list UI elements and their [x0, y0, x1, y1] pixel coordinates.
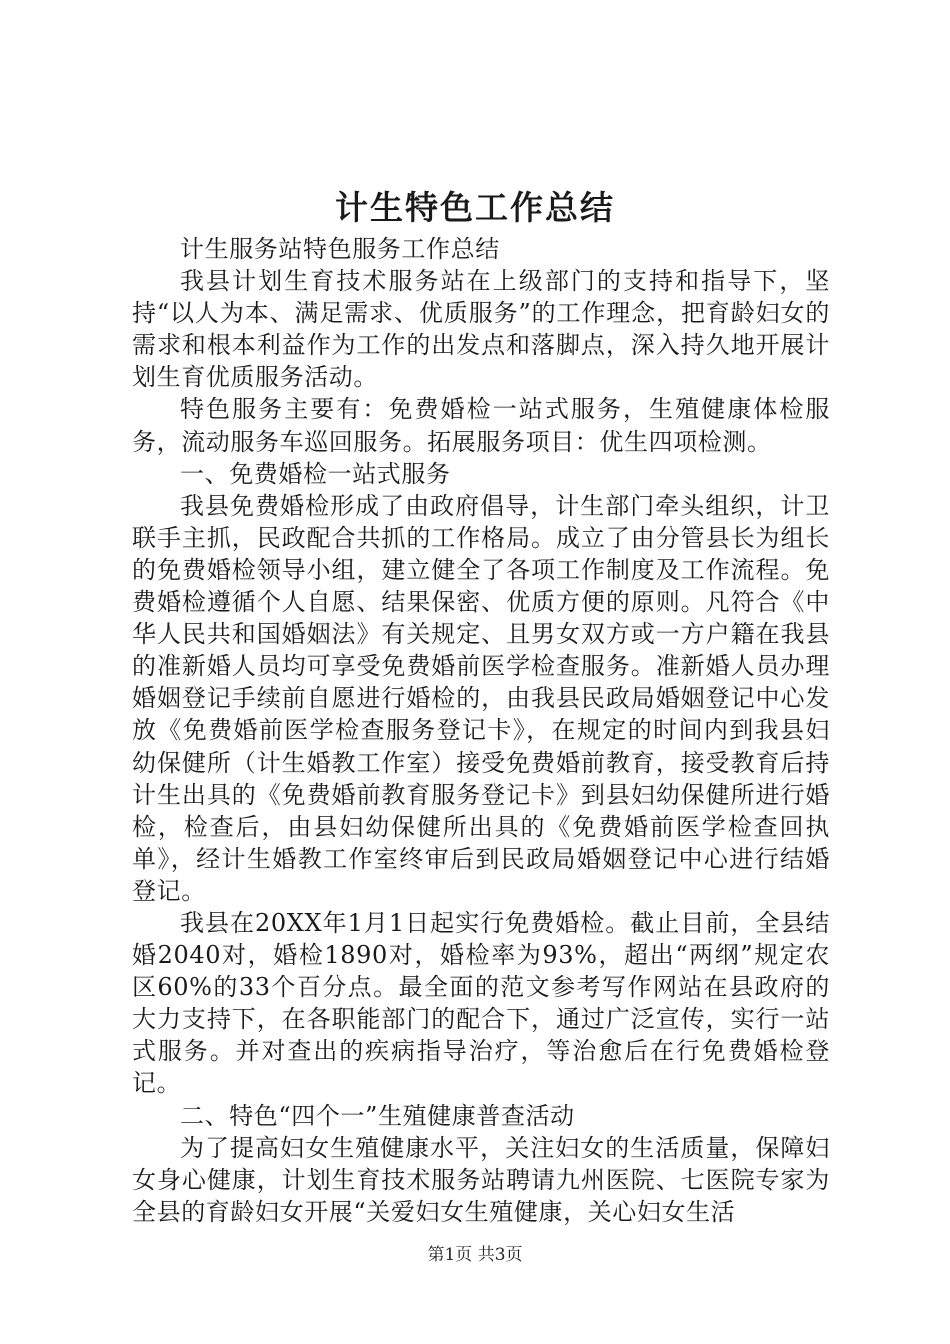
paragraph-premarital-check: 我县免费婚检形成了由政府倡导，计生部门牵头组织，计卫联手主抓，民政配合共抓的工作格局。成立了由分管县长为组长的免费婚检领导小组，建立健全了各项工作制度及工作流程。免费婚检遵循个人自愿、结果保密、优质方便的原则。凡符合《中华人民共和国婚姻法》有关规定、且男女双方或一方户籍在我县的准新婚人员均可享受免费婚前医学检查服务。准新婚人员办理婚姻登记手续前自愿进行婚检的，由我县民政局婚姻登记中心发放《免费婚前医学检查服务登记卡》，在规定的时间内到我县妇幼保健所（计生婚教工作室）接受免费婚前教育，接受教育后持计生出具的《免费婚前教育服务登记卡》到县妇幼保健所进行婚检，检查后，由县妇幼保健所出具的《免费婚前医学检查回执单》，经计生婚教工作室终审后到民政局婚姻登记中心进行结婚登记。 [132, 491, 830, 905]
document-body [132, 233, 830, 1228]
paragraph-health-survey: 为了提高妇女生殖健康水平，关注妇女的生活质量，保障妇女身心健康，计划生育技术服务站聘请九州医院、七医院专家为全县的育龄妇女开展“关爱妇女生殖健康，关心妇女生活 [132, 1133, 830, 1226]
document-title: 计生特色工作总结 [335, 188, 615, 227]
paragraph-statistics: 我县在20XX年1月1日起实行免费婚检。截止目前，全县结婚2040对，婚检1890对，婚检率为93%，超出“两纲”规定农区60%的33个百分点。最全面的范文参考写作网站在县政府的大力支持下，在各职能部门的配合下，通过广泛宣传，实行一站式服务。并对查出的疾病指导治疗，等治愈后在行免费婚检登记。 [132, 908, 830, 1098]
paragraph-services: 特色服务主要有：免费婚检一站式服务，生殖健康体检服务，流动服务车巡回服务。拓展服务项目：优生四项检测。 [132, 395, 830, 456]
paragraph-intro: 我县计划生育技术服务站在上级部门的支持和指导下，坚持“以人为本、满足需求、优质服务”的工作理念，把育龄妇女的需求和根本利益作为工作的出发点和落脚点，深入持久地开展计划生育优质服务活动。 [132, 267, 830, 392]
section-heading-1: 一、免费婚检一站式服务 [180, 459, 451, 488]
page-footer: 第1页 共3页 [427, 1245, 523, 1265]
document-subtitle: 计生服务站特色服务工作总结 [180, 235, 500, 263]
section-heading-2: 二、特色“四个一”生殖健康普查活动 [180, 1101, 575, 1130]
